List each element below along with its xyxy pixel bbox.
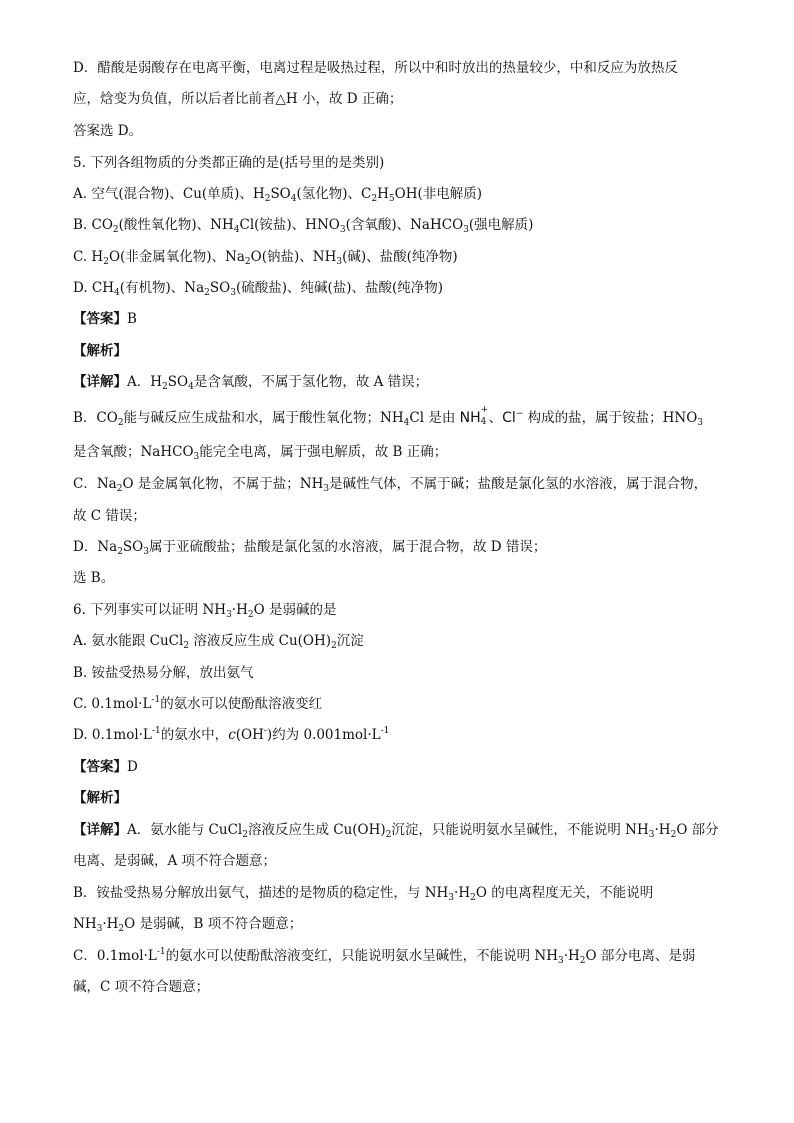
text-line xyxy=(73,914,733,934)
text-run: (强电解质) xyxy=(468,217,534,233)
text-line xyxy=(73,506,733,526)
subscript: 2 xyxy=(117,547,123,557)
text-line xyxy=(73,757,733,777)
text-line xyxy=(73,946,733,966)
text-run: 沉淀 xyxy=(336,633,364,649)
text-line xyxy=(73,442,733,462)
superscript: -1 xyxy=(151,726,161,736)
text-line xyxy=(73,788,733,808)
subscript: 2 xyxy=(670,830,677,840)
text-run: SO xyxy=(167,374,189,390)
text-run: A．氨水能与 CuCl xyxy=(127,822,243,838)
text-run: 能与碱反应生成盐和水，属于酸性氧化物；NH xyxy=(123,410,404,426)
text-run: NH xyxy=(73,916,97,932)
subscript: 2 xyxy=(579,956,586,966)
subscript: 3 xyxy=(143,547,149,557)
section-tag: 【解析】 xyxy=(73,790,127,806)
text-line xyxy=(73,631,733,651)
charge-sign: + xyxy=(480,405,489,415)
text-run: Cl 是由 xyxy=(409,410,460,426)
subscript: 2 xyxy=(162,382,168,392)
text-line xyxy=(73,89,733,109)
text-run: O 部分 xyxy=(676,822,719,838)
text-line xyxy=(73,537,733,557)
ion-formula: Cl xyxy=(502,410,516,426)
text-line xyxy=(73,58,733,78)
section-tag: 【详解】 xyxy=(73,374,127,390)
section-tag: 【解析】 xyxy=(73,343,127,359)
superscript: - xyxy=(263,726,267,736)
text-run: 应，焓变为负值，所以后者比前者△H 小，故 D 正确； xyxy=(73,91,403,107)
text-run: B．CO xyxy=(73,410,118,426)
text-line xyxy=(73,278,733,298)
text-line xyxy=(73,153,733,173)
text-run: (氢化物)、C xyxy=(296,186,372,202)
text-line xyxy=(73,474,733,494)
text-run: 溶液反应生成 Cu(OH) xyxy=(189,633,332,649)
text-run: Cl(铵盐)、HNO xyxy=(239,217,340,233)
subscript: 2 xyxy=(112,225,119,235)
text-run: (酸性氧化物)、NH xyxy=(118,217,234,233)
text-run: H xyxy=(377,186,389,202)
subscript: 2 xyxy=(331,641,337,651)
atom-count: 4 xyxy=(480,417,487,427)
subscript: 2 xyxy=(116,484,123,494)
subscript: 2 xyxy=(244,257,251,267)
text-run: O 是弱碱的是 xyxy=(253,602,337,618)
text-line xyxy=(73,184,733,204)
section-tag: 【答案】 xyxy=(73,759,127,775)
text-run: 沉淀，只能说明氨水呈碱性，不能说明 NH xyxy=(391,822,649,838)
text-line xyxy=(73,977,733,997)
subscript: 2 xyxy=(385,830,392,840)
text-run: 是碱性气体，不属于碱；盐酸是氯化氢的水溶液，属于混合物， xyxy=(329,476,708,492)
text-run: 5. 下列各组物质的分类都正确的是(括号里的是类别) xyxy=(73,155,385,171)
text-run: 的氨水可以使酚酞溶液变红 xyxy=(160,696,323,712)
text-run: (有机物)、Na xyxy=(119,280,205,296)
text-run: ·H xyxy=(454,885,471,901)
subscript: 2 xyxy=(118,924,125,934)
subscript: 3 xyxy=(336,257,343,267)
text-run: 碱，C 项不符合题意； xyxy=(73,979,210,995)
text-run: A．H xyxy=(127,374,163,390)
text-run: B. CO xyxy=(73,217,113,233)
text-run: 能完全电离，属于强电解质，故 B 正确； xyxy=(199,444,448,460)
text-run: 的氨水可以使酚酞溶液变红，只能说明氨水呈碱性，不能说明 NH xyxy=(165,948,558,964)
text-run: 6. 下列事实可以证明 NH xyxy=(73,602,227,618)
subscript: 2 xyxy=(183,641,190,651)
subscript: 2 xyxy=(247,610,254,620)
subscript: 2 xyxy=(117,418,124,428)
text-run: C. H xyxy=(73,249,104,265)
text-run: D．醋酸是弱酸存在电离平衡，电离过程是吸热过程，所以中和时放出的热量较少，中和反应为放热反 xyxy=(73,60,678,76)
subscript: 2 xyxy=(103,257,109,267)
text-run: SO xyxy=(270,186,291,202)
text-run: 的氨水中， xyxy=(160,727,229,743)
text-line xyxy=(73,372,733,392)
text-run: O 是金属氧化物，不属于盐；NH xyxy=(122,476,324,492)
text-run: D．Na xyxy=(73,539,118,555)
text-run: 溶液反应生成 Cu(OH) xyxy=(247,822,386,838)
text-run: ·H xyxy=(563,948,580,964)
section-tag: 【答案】 xyxy=(73,311,127,327)
text-line xyxy=(73,883,733,903)
text-run: ·H xyxy=(102,916,119,932)
text-run: 是含氧酸；NaHCO xyxy=(73,444,194,460)
subscript: 3 xyxy=(96,924,103,934)
text-run: (含氧酸)、NaHCO xyxy=(345,217,464,233)
text-run: 构成的盐，属于铵盐；HNO xyxy=(523,410,698,426)
text-line xyxy=(73,663,733,683)
text-run: (碱)、盐酸(纯净物) xyxy=(342,249,458,265)
subscript: 3 xyxy=(648,830,655,840)
text-run: 电离、是弱碱，A 项不符合题意； xyxy=(73,853,277,869)
subscript: 3 xyxy=(448,893,455,903)
text-line xyxy=(73,341,733,361)
text-line xyxy=(73,247,733,267)
text-run: ·H xyxy=(654,822,671,838)
text-line xyxy=(73,215,733,235)
subscript: 4 xyxy=(233,225,240,235)
superscript: − xyxy=(515,409,524,419)
subscript: 4 xyxy=(290,194,297,204)
text-run: 选 B。 xyxy=(73,570,115,586)
subscript: 2 xyxy=(242,830,248,840)
text-line xyxy=(73,121,733,141)
subscript: 3 xyxy=(463,225,469,235)
text-run: D. CH xyxy=(73,280,115,296)
subscript: 2 xyxy=(371,194,378,204)
text-run: 故 C 错误； xyxy=(73,508,146,524)
subscript: 3 xyxy=(323,484,330,494)
text-line xyxy=(73,820,733,840)
subscript: 3 xyxy=(697,418,704,428)
text-run: B xyxy=(127,311,137,327)
ion-charge xyxy=(480,405,489,427)
text-run: )约为 0.001mol·L xyxy=(266,727,381,743)
subscript: 3 xyxy=(557,956,564,966)
superscript: -1 xyxy=(380,726,390,736)
subscript: 4 xyxy=(403,418,410,428)
text-run: B. 铵盐受热易分解，放出氨气 xyxy=(73,665,254,681)
subscript: 3 xyxy=(193,452,200,462)
superscript: -1 xyxy=(156,947,166,957)
subscript: 4 xyxy=(114,288,120,298)
text-run: A. 空气(混合物)、Cu(单质)、H xyxy=(73,186,265,202)
ion-formula: NH xyxy=(459,410,481,426)
section-tag: 【详解】 xyxy=(73,822,127,838)
text-run: (OH xyxy=(235,727,264,743)
text-run: O(非金属氧化物)、Na xyxy=(108,249,245,265)
text-run: SO xyxy=(209,280,231,296)
text-run: D xyxy=(127,759,138,775)
text-run: B．铵盐受热易分解放出氨气，描述的是物质的稳定性，与 NH xyxy=(73,885,449,901)
superscript: -1 xyxy=(151,695,161,705)
text-run: 答案选 D。 xyxy=(73,123,143,139)
text-line xyxy=(73,694,733,714)
text-run: O 部分电离、是弱 xyxy=(585,948,696,964)
text-run: ·H xyxy=(231,602,248,618)
subscript: 4 xyxy=(188,382,194,392)
text-run: 、 xyxy=(488,410,503,426)
text-line xyxy=(73,309,733,329)
italic-symbol: c xyxy=(228,727,236,743)
text-line xyxy=(73,405,733,428)
subscript: 2 xyxy=(470,893,476,903)
text-line xyxy=(73,725,733,745)
text-run: 是含氧酸，不属于氢化物，故 A 错误； xyxy=(193,374,429,390)
subscript: 2 xyxy=(204,288,210,298)
subscript: 5 xyxy=(388,194,395,204)
text-line xyxy=(73,851,733,871)
text-run: D. 0.1mol·L xyxy=(73,727,152,743)
subscript: 3 xyxy=(230,288,236,298)
text-run: OH(非电解质) xyxy=(394,186,482,202)
text-run: SO xyxy=(122,539,144,555)
text-run: 属于亚硫酸盐；盐酸是氯化氢的水溶液，属于混合物，故 D 错误； xyxy=(148,539,547,555)
text-run: C．Na xyxy=(73,476,117,492)
subscript: 3 xyxy=(339,225,346,235)
subscript: 3 xyxy=(226,610,232,620)
text-run: C. 0.1mol·L xyxy=(73,696,152,712)
subscript: 2 xyxy=(264,194,271,204)
text-run: O(钠盐)、NH xyxy=(250,249,337,265)
text-run: O 的电离程度无关，不能说明 xyxy=(475,885,654,901)
text-run: O 是弱碱，B 项不符合题意； xyxy=(124,916,303,932)
text-run: C．0.1mol·L xyxy=(73,948,157,964)
text-line xyxy=(73,600,733,620)
text-line xyxy=(73,568,733,588)
text-run: (硫酸盐)、纯碱(盐)、盐酸(纯净物) xyxy=(235,280,444,296)
text-run: A. 氨水能跟 CuCl xyxy=(73,633,184,649)
